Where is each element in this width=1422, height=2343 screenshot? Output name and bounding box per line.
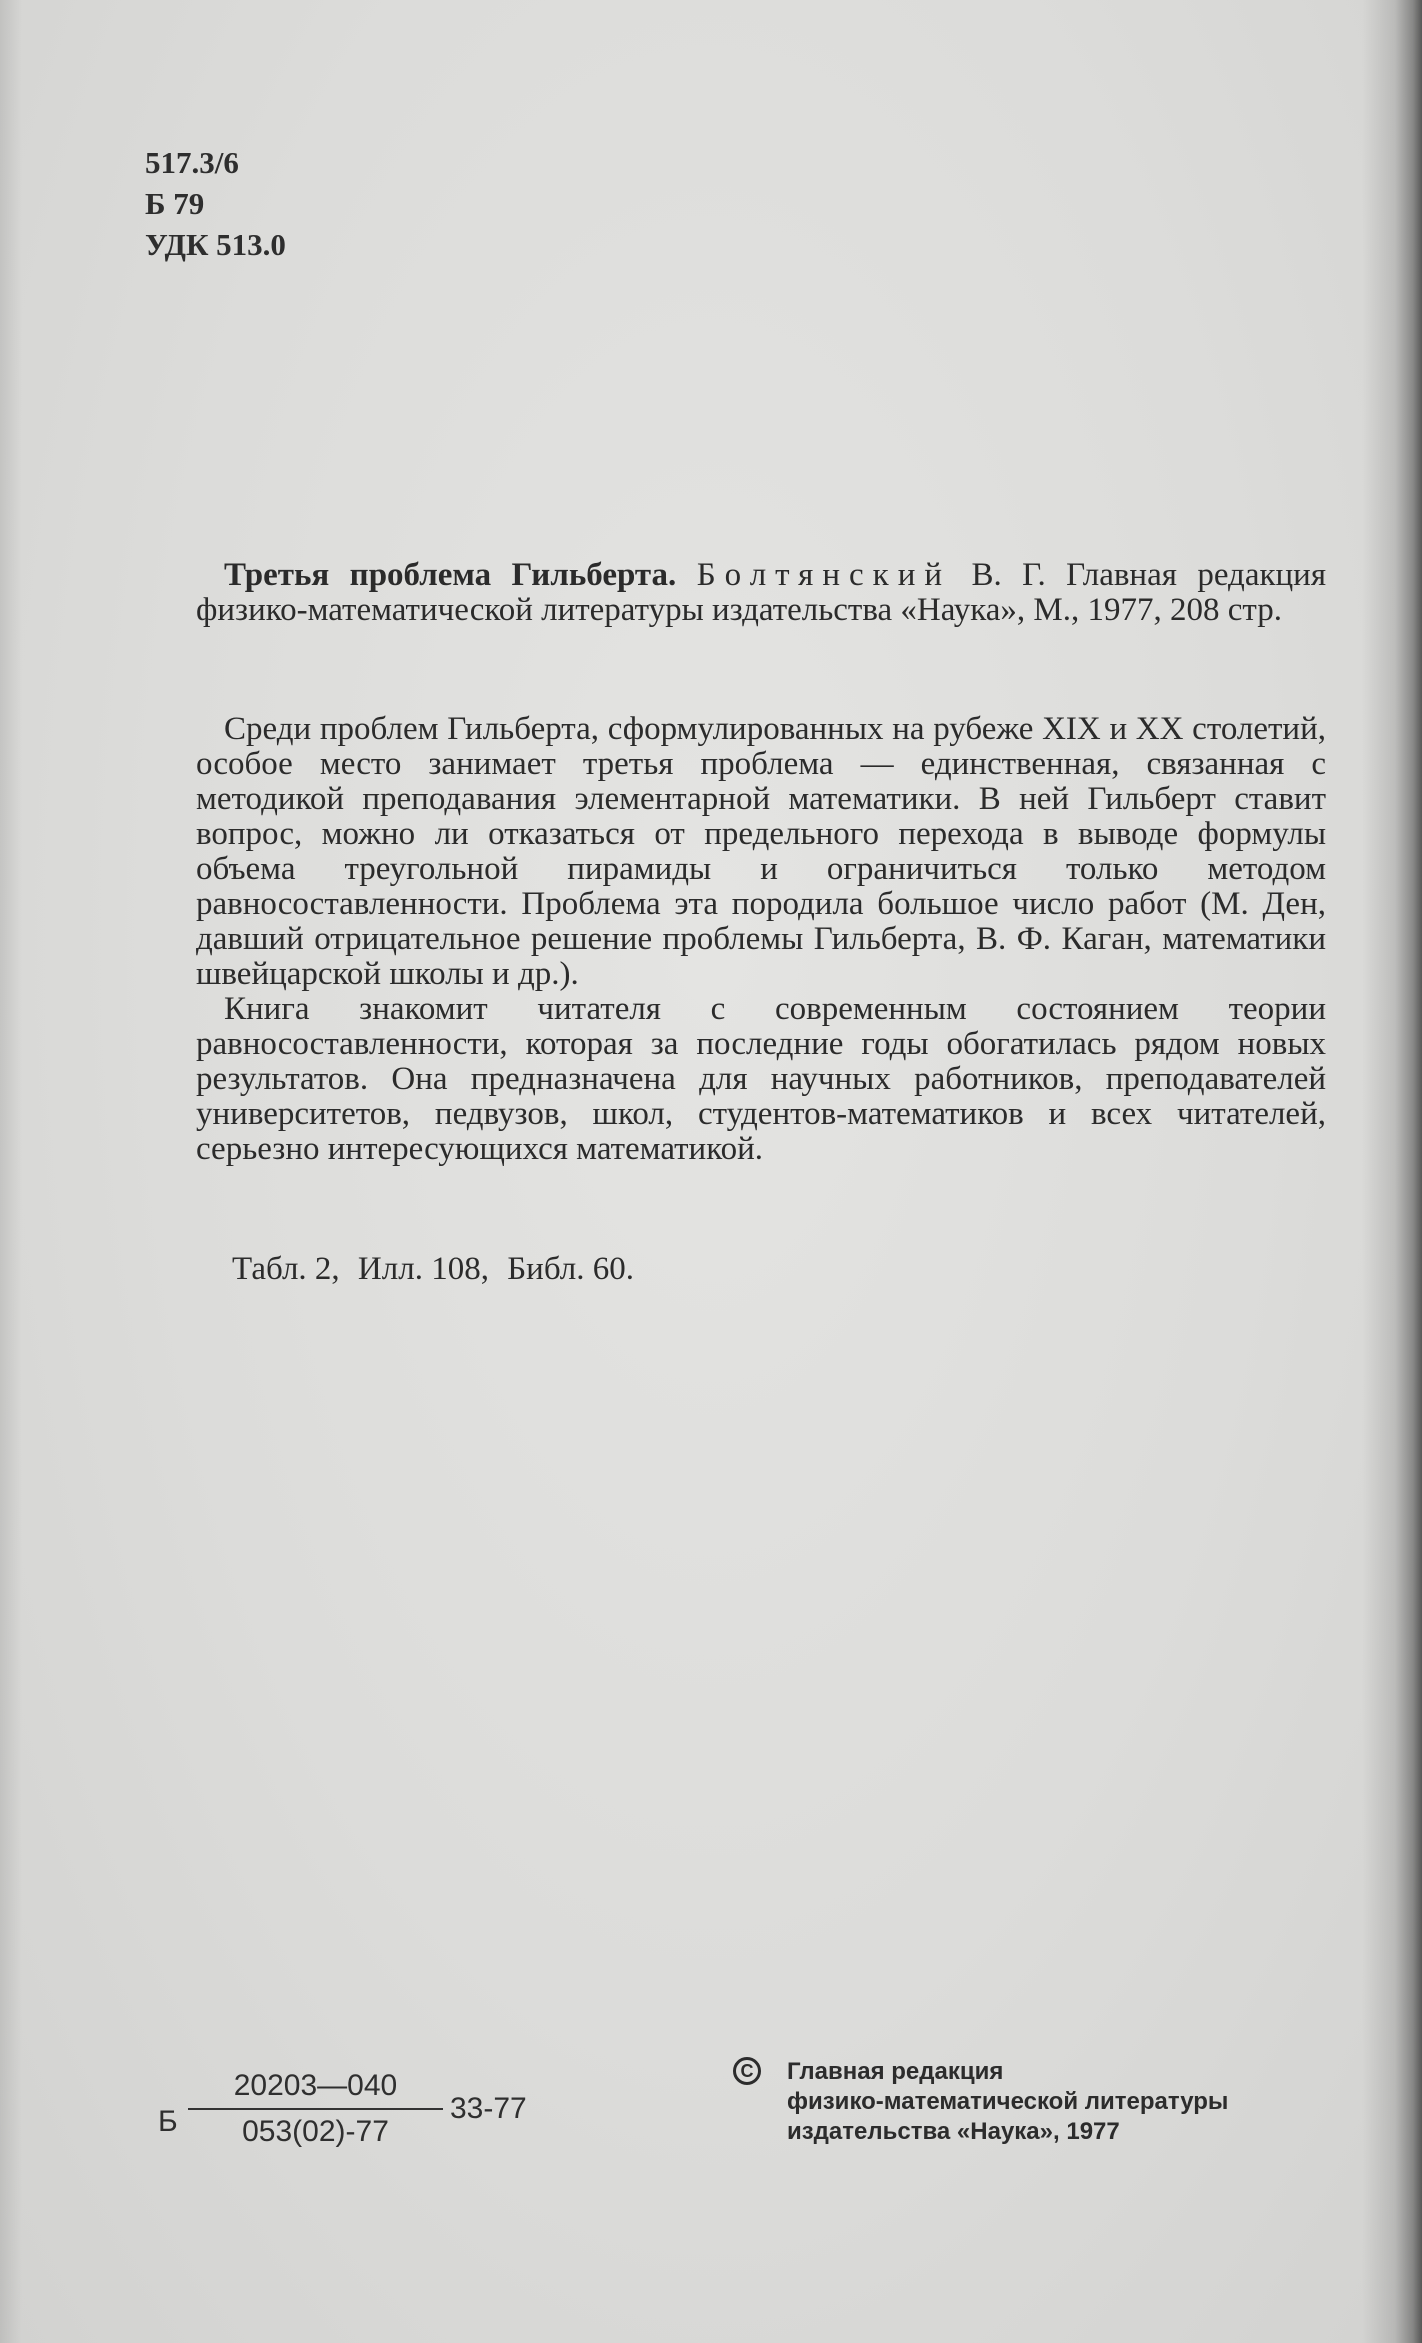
book-statistics (232, 1252, 644, 1287)
page-binding-shadow (1362, 0, 1422, 2343)
annotation (196, 712, 1326, 1167)
fraction-bar (188, 2108, 443, 2110)
bibliographic-citation (196, 558, 1326, 628)
citation-paragraph (196, 558, 1326, 628)
library-code: 517.3/6 (145, 145, 239, 180)
annotation-paragraph-2: Книга знакомит читателя с современным состоянием теории равносоставленности, которая за последние годы обогатилась рядом новых результатов. Она предназначена для научных работников, преподавателей университетов, педвузов, школ, студентов-математиков и всех читателей, серьезно интересующихся математикой. (196, 991, 1326, 1167)
index-suffix: 33-77 (450, 2092, 527, 2125)
bibliography-count: Библ. 60. (507, 1251, 634, 1287)
copyright-lines (787, 2057, 1228, 2147)
illustrations-count: Илл. 108, (357, 1251, 489, 1287)
copyright-line-2: физико-математической литературы (787, 2088, 1229, 2115)
copyright-line-1: Главная редакция (787, 2058, 1004, 2085)
index-numerator: 20203—040 (233, 2069, 398, 2102)
index-fraction (188, 2066, 443, 2152)
page-left-shadow (0, 0, 22, 2343)
annotation-paragraph-1: Среди проблем Гильберта, сформулированных на рубеже XIX и XX столетий, особое место занимает третья проблема — единственная, связанная с методикой преподавания элементарной математики. В ней Гильберт ставит вопрос, можно ли отказаться от предельного перехода в выводе формулы объема треугольной пирамиды и ограничиться только методом равносоставленности. Проблема эта породила большое число работ (М. Ден, давший отрицательное решение проблемы Гильберта, В. Ф. Каган, математики швейцарской школы и др.). (196, 711, 1326, 992)
citation-details: В. Г. Главная редакция физико-математической литературы издательства «Наука», М., 1977, 208 стр. (196, 557, 1327, 628)
copyright-line-3: издательства «Наука», 1977 (787, 2118, 1120, 2145)
book-title: Третья проблема Гильберта. (224, 557, 677, 593)
author-name: Болтянский (696, 557, 952, 593)
author-mark: Б 79 (145, 186, 205, 221)
tables-count: Табл. 2, (232, 1251, 340, 1287)
index-prefix: Б (158, 2105, 178, 2138)
udc-code: УДК 513.0 (145, 227, 286, 262)
index-denominator: 053(02)-77 (242, 2115, 389, 2148)
classification-codes (145, 142, 286, 265)
copyright-icon: С (733, 2057, 761, 2085)
